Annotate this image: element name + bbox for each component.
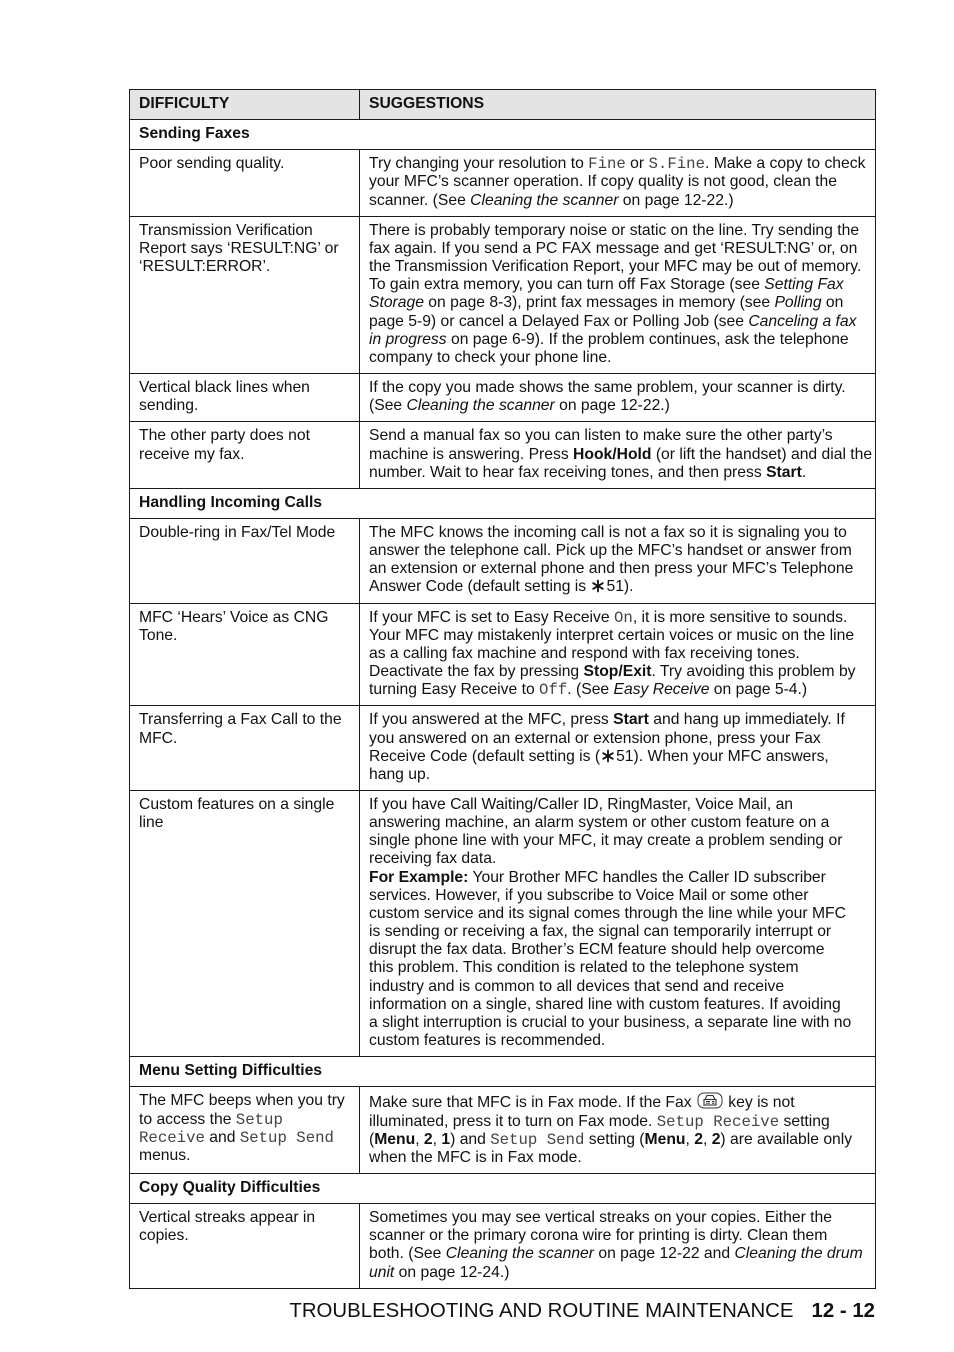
bold-text: Hook/Hold (573, 445, 652, 463)
cell-text: setting ( (369, 1112, 830, 1148)
bold-text: Start (766, 463, 802, 481)
cell-text: menus. (139, 1146, 191, 1164)
troubleshooting-table (129, 89, 875, 1289)
italic-text: Easy Receive (613, 681, 710, 699)
suggestion-cell (360, 706, 876, 791)
cell-text: 51). (606, 578, 634, 596)
suggestion-cell (360, 1087, 876, 1174)
chapter-title: TROUBLESHOOTING AND ROUTINE MAINTENANCE (289, 1300, 794, 1322)
italic-text: Cleaning the drum unit (369, 1245, 863, 1281)
difficulty-table (129, 89, 876, 1289)
cell-text: If you answered at the MFC, press (369, 711, 614, 729)
section-row (130, 488, 876, 518)
italic-text: Setting Fax Storage (369, 276, 844, 312)
lcd-text: Fine (588, 155, 626, 174)
page-number: 12 - 12 (811, 1300, 875, 1322)
lcd-text: On (613, 608, 633, 627)
fax-key-icon (697, 1092, 723, 1109)
difficulty-cell: MFC ‘Hears’ Voice as CNG Tone. (130, 603, 360, 706)
cell-text: on page 12-22.) (554, 397, 670, 415)
cell-text: . (801, 463, 807, 481)
cell-text: on page 12-22.) (618, 191, 734, 209)
section-heading: Sending Faxes (130, 120, 876, 150)
italic-text: Canceling a fax in progress (369, 312, 857, 348)
bold-text: 2 (711, 1130, 721, 1148)
lcd-text: Setup Receive (656, 1112, 780, 1131)
suggestion-cell (360, 216, 876, 373)
cell-text: , (415, 1130, 424, 1148)
cell-text: Your Brother MFC handles the Caller ID subscriber services. However, if you subscribe to Voice Mail or some other custom service and its signal comes through the line while your MFC is sending or receiving a fax, the signal can temporarily interrupt or disrupt the fax data. Brother’s ECM feature should help overcome this problem. This condition is related to the telephone system industry and is common to all devices that send and receive information on a single, shared line with custom features. If avoiding a slight interruption is crucial to your business, a separate line with no custom features is recommended. (369, 868, 852, 1050)
cell-text: . Try avoiding this problem by turning Easy Receive to (369, 663, 856, 699)
cell-text: on page 8-3), print fax messages in memory (see (423, 294, 775, 312)
difficulty-header: DIFFICULTY (130, 90, 360, 120)
cell-text: , (685, 1130, 695, 1148)
cell-text: on page 12-24.) (394, 1263, 510, 1281)
lcd-text: Setup Send (490, 1130, 585, 1149)
cell-text: or (625, 155, 649, 173)
section-row (130, 1173, 876, 1203)
page-footer (289, 1299, 875, 1323)
bold-text: 2 (423, 1130, 433, 1148)
cell-text: and hang up immediately. If you answered on an external or extension phone, press your Fax Receive Code (default setting is ( (369, 711, 845, 765)
lcd-text: S.Fine (648, 155, 705, 174)
suggestion-cell (360, 603, 876, 706)
section-heading: Handling Incoming Calls (130, 488, 876, 518)
cell-text: The MFC beeps when you try to access the (139, 1092, 345, 1128)
italic-text: Cleaning the scanner (445, 1245, 595, 1263)
bold-text: Menu (644, 1130, 686, 1148)
bold-text: 2 (694, 1130, 703, 1148)
cell-text: and (204, 1128, 240, 1146)
table-row (130, 374, 876, 422)
cell-text: (or lift the handset) and dial the number. Wait to hear fax receiving tones, and then press (369, 445, 873, 481)
suggestion-cell (360, 791, 876, 1057)
cell-text: Send a manual fax so you can listen to make sure the other party’s machine is answering. Press (369, 427, 833, 463)
header-row (130, 90, 876, 120)
difficulty-cell: Vertical black lines when sending. (130, 374, 360, 422)
table-row (130, 216, 876, 373)
cell-text: , (432, 1130, 442, 1148)
suggestion-cell (360, 422, 876, 488)
cell-text: There is probably temporary noise or static on the line. Try sending the fax again. If you send a PC FAX message and get ‘RESULT:NG’ or, on the Transmission Verification Report, your MFC may be out of memory. To gain extra memory, you can turn off Fax Storage (see (369, 221, 862, 294)
bold-text: Stop/Exit (583, 663, 652, 681)
cell-text: Make sure that MFC is in Fax mode. If the Fax (369, 1094, 696, 1112)
bold-text: 1 (441, 1130, 451, 1148)
section-heading: Menu Setting Difficulties (130, 1057, 876, 1087)
difficulty-cell (130, 1087, 360, 1174)
table-row (130, 1087, 876, 1174)
difficulty-cell: Poor sending quality. (130, 150, 360, 216)
table-row (130, 603, 876, 706)
section-heading: Copy Quality Difficulties (130, 1173, 876, 1203)
bold-text: For Example: (369, 868, 469, 886)
cell-text: If you have Call Waiting/Caller ID, RingMaster, Voice Mail, an answering machine, an alarm system or other custom feature on a single phone line with your MFC, it may create a problem sending or receiving fax data. (369, 796, 843, 868)
suggestion-cell (360, 1204, 876, 1289)
table-row (130, 791, 876, 1057)
difficulty-cell: The other party does not receive my fax. (130, 422, 360, 488)
cell-text: , it is more sensitive to sounds. Your MFC may mistakenly interpret certain voices or music on the line as a calling fax machine and respond with fax receiving tones. Deactivate the fax by pressing (369, 608, 855, 681)
cell-text: key is not illuminated, press it to turn on Fax mode. (369, 1094, 795, 1130)
lcd-text: Setup Receive (139, 1110, 283, 1147)
bold-text: Menu (374, 1130, 416, 1148)
difficulty-cell: Transmission Verification Report says ‘RESULT:NG’ or ‘RESULT:ERROR’. (130, 216, 360, 373)
lcd-text: Setup Send (239, 1128, 334, 1147)
bold-text: Start (613, 711, 649, 729)
cell-text: on page 5-4.) (709, 681, 808, 699)
section-row (130, 1057, 876, 1087)
suggestions-header: SUGGESTIONS (360, 90, 876, 120)
difficulty-cell: Transferring a Fax Call to the MFC. (130, 706, 360, 791)
cell-text: The MFC knows the incoming call is not a fax so it is signaling you to answer the telephone call. Pick up the MFC’s handset or answer from an extension or external phone and then press your MFC’s Telephone Answer Code (default setting is (369, 523, 854, 596)
suggestion-cell (360, 150, 876, 216)
cell-text: 51). When your MFC answers, hang up. (369, 747, 829, 783)
section-row (130, 120, 876, 150)
italic-text: Cleaning the scanner (406, 397, 555, 415)
star-key-icon (601, 749, 615, 763)
suggestion-cell (360, 518, 876, 603)
cell-text: on page 5-9) or cancel a Delayed Fax or Polling Job (see (369, 294, 844, 330)
cell-text: If your MFC is set to Easy Receive (369, 608, 614, 626)
italic-text: Cleaning the scanner (470, 191, 619, 209)
star-key-icon (591, 579, 605, 593)
cell-text: Sometimes you may see vertical streaks on your copies. Either the scanner or the primary corona wire for printing is dirty. Clean them both. (See (369, 1209, 832, 1263)
table-row (130, 1204, 876, 1289)
cell-text: . Make a copy to check your MFC’s scanner operation. If copy quality is not good, clean the scanner. (See (369, 155, 866, 209)
table-row (130, 422, 876, 488)
cell-text: . (See (567, 681, 614, 699)
cell-text: on page 6-9). If the problem continues, ask the telephone company to check your phone line. (369, 330, 849, 366)
difficulty-cell: Double-ring in Fax/Tel Mode (130, 518, 360, 603)
table-row (130, 518, 876, 603)
suggestion-cell (360, 374, 876, 422)
cell-text: ) and (450, 1130, 491, 1148)
cell-text: setting ( (584, 1130, 645, 1148)
table-row (130, 706, 876, 791)
difficulty-cell: Custom features on a single line (130, 791, 360, 1057)
lcd-text: Off (539, 681, 568, 700)
cell-text: , (702, 1130, 712, 1148)
table-row (130, 150, 876, 216)
italic-text: Polling (774, 294, 822, 312)
cell-text: If the copy you made shows the same problem, your scanner is dirty. (See (369, 379, 846, 415)
cell-text: Try changing your resolution to (369, 155, 589, 173)
difficulty-cell: Vertical streaks appear in copies. (130, 1204, 360, 1289)
table-body (130, 120, 876, 1289)
cell-text: ) are available only when the MFC is in Fax mode. (369, 1130, 853, 1166)
cell-text: on page 12-22 and (594, 1245, 735, 1263)
